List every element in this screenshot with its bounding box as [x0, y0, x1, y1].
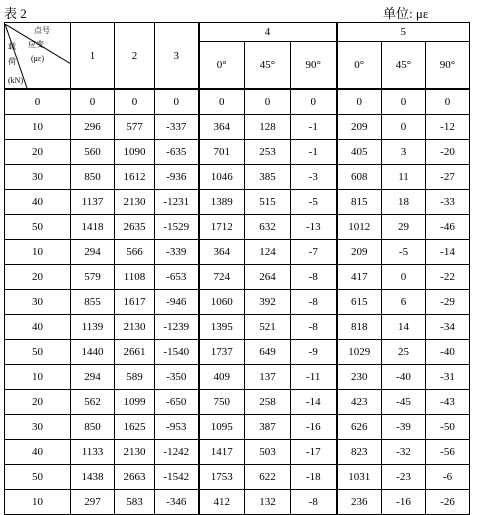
- column-header-1: 1: [71, 23, 115, 90]
- strain-value-cell: 25: [382, 340, 426, 365]
- strain-value-cell: -1239: [155, 315, 199, 340]
- strain-value-cell: -22: [426, 265, 470, 290]
- group4-angle-90: 90°: [291, 42, 337, 90]
- load-cell: 10: [5, 365, 71, 390]
- load-cell: 30: [5, 165, 71, 190]
- strain-value-cell: -34: [426, 315, 470, 340]
- strain-value-cell: 417: [337, 265, 382, 290]
- strain-value-cell: 392: [245, 290, 291, 315]
- strain-value-cell: 1029: [337, 340, 382, 365]
- strain-value-cell: 137: [245, 365, 291, 390]
- strain-value-cell: 1440: [71, 340, 115, 365]
- strain-value-cell: 1031: [337, 465, 382, 490]
- group5-angle-90: 90°: [426, 42, 470, 90]
- strain-value-cell: 3: [382, 140, 426, 165]
- corner-header-cell: [5, 23, 71, 90]
- strain-value-cell: 1090: [115, 140, 155, 165]
- strain-value-cell: 2130: [115, 315, 155, 340]
- strain-value-cell: 364: [199, 115, 245, 140]
- strain-value-cell: 0: [291, 89, 337, 115]
- strain-value-cell: 230: [337, 365, 382, 390]
- table-caption: [0, 0, 498, 22]
- load-cell: 20: [5, 265, 71, 290]
- strain-value-cell: 0: [155, 89, 199, 115]
- table-row: [5, 465, 470, 490]
- corner-load-label-a: 载: [8, 41, 16, 51]
- corner-load-unit: (kN): [8, 75, 24, 85]
- strain-value-cell: 1060: [199, 290, 245, 315]
- strain-value-cell: 521: [245, 315, 291, 340]
- strain-value-cell: -12: [426, 115, 470, 140]
- strain-value-cell: 823: [337, 440, 382, 465]
- strain-value-cell: -18: [291, 465, 337, 490]
- strain-value-cell: 815: [337, 190, 382, 215]
- strain-value-cell: -40: [426, 340, 470, 365]
- strain-value-cell: 750: [199, 390, 245, 415]
- table-row: [5, 215, 470, 240]
- strain-value-cell: -16: [291, 415, 337, 440]
- strain-value-cell: -8: [291, 265, 337, 290]
- strain-value-cell: -40: [382, 365, 426, 390]
- load-cell: 40: [5, 190, 71, 215]
- table-row: [5, 265, 470, 290]
- strain-value-cell: -46: [426, 215, 470, 240]
- strain-value-cell: -1540: [155, 340, 199, 365]
- strain-value-cell: -45: [382, 390, 426, 415]
- strain-value-cell: 608: [337, 165, 382, 190]
- strain-value-cell: 1012: [337, 215, 382, 240]
- strain-value-cell: 1046: [199, 165, 245, 190]
- load-cell: 0: [5, 89, 71, 115]
- strain-value-cell: 297: [71, 490, 115, 515]
- strain-value-cell: -14: [426, 240, 470, 265]
- strain-value-cell: 649: [245, 340, 291, 365]
- table-number-label: 表 2: [4, 6, 27, 21]
- strain-value-cell: 850: [71, 415, 115, 440]
- strain-value-cell: 236: [337, 490, 382, 515]
- table-row: [5, 115, 470, 140]
- strain-value-cell: 209: [337, 240, 382, 265]
- strain-value-cell: -936: [155, 165, 199, 190]
- strain-value-cell: -5: [382, 240, 426, 265]
- strain-value-cell: -1: [291, 140, 337, 165]
- strain-value-cell: 579: [71, 265, 115, 290]
- load-cell: 10: [5, 115, 71, 140]
- strain-value-cell: 724: [199, 265, 245, 290]
- load-cell: 30: [5, 290, 71, 315]
- strain-value-cell: -14: [291, 390, 337, 415]
- strain-value-cell: 1617: [115, 290, 155, 315]
- table-row: [5, 315, 470, 340]
- strain-value-cell: 850: [71, 165, 115, 190]
- strain-value-cell: -635: [155, 140, 199, 165]
- strain-value-cell: 626: [337, 415, 382, 440]
- strain-data-table: [4, 22, 470, 515]
- table-row: [5, 240, 470, 265]
- strain-value-cell: -50: [426, 415, 470, 440]
- corner-strain-unit: (με): [31, 53, 44, 63]
- strain-value-cell: -33: [426, 190, 470, 215]
- load-cell: 50: [5, 215, 71, 240]
- table-row: [5, 415, 470, 440]
- table-row: [5, 490, 470, 515]
- strain-value-cell: -17: [291, 440, 337, 465]
- strain-value-cell: 124: [245, 240, 291, 265]
- strain-value-cell: 409: [199, 365, 245, 390]
- strain-value-cell: 1389: [199, 190, 245, 215]
- strain-value-cell: 2130: [115, 190, 155, 215]
- group5-angle-0: 0°: [337, 42, 382, 90]
- strain-value-cell: 701: [199, 140, 245, 165]
- strain-value-cell: 294: [71, 365, 115, 390]
- strain-value-cell: -8: [291, 290, 337, 315]
- table-row: [5, 390, 470, 415]
- strain-value-cell: 209: [337, 115, 382, 140]
- strain-value-cell: 253: [245, 140, 291, 165]
- strain-value-cell: 577: [115, 115, 155, 140]
- strain-value-cell: 503: [245, 440, 291, 465]
- strain-value-cell: 855: [71, 290, 115, 315]
- strain-value-cell: -9: [291, 340, 337, 365]
- corner-strain-label: 应变: [28, 39, 44, 49]
- strain-value-cell: 1137: [71, 190, 115, 215]
- table-row: [5, 89, 470, 115]
- strain-value-cell: 589: [115, 365, 155, 390]
- table-row: [5, 440, 470, 465]
- strain-value-cell: 0: [382, 265, 426, 290]
- strain-value-cell: -1529: [155, 215, 199, 240]
- strain-value-cell: 1418: [71, 215, 115, 240]
- strain-value-cell: 0: [115, 89, 155, 115]
- strain-value-cell: 1737: [199, 340, 245, 365]
- strain-value-cell: 387: [245, 415, 291, 440]
- strain-value-cell: 583: [115, 490, 155, 515]
- strain-value-cell: 385: [245, 165, 291, 190]
- strain-value-cell: -1: [291, 115, 337, 140]
- strain-value-cell: 0: [199, 89, 245, 115]
- strain-value-cell: -31: [426, 365, 470, 390]
- strain-value-cell: 560: [71, 140, 115, 165]
- load-cell: 40: [5, 315, 71, 340]
- strain-value-cell: -337: [155, 115, 199, 140]
- strain-value-cell: 515: [245, 190, 291, 215]
- strain-value-cell: 1099: [115, 390, 155, 415]
- strain-value-cell: -3: [291, 165, 337, 190]
- strain-value-cell: 423: [337, 390, 382, 415]
- load-cell: 50: [5, 465, 71, 490]
- strain-value-cell: -350: [155, 365, 199, 390]
- strain-value-cell: -20: [426, 140, 470, 165]
- strain-value-cell: 566: [115, 240, 155, 265]
- group-header-5: 5: [337, 23, 470, 42]
- strain-value-cell: 264: [245, 265, 291, 290]
- strain-value-cell: 11: [382, 165, 426, 190]
- table-row: [5, 340, 470, 365]
- group5-angle-45: 45°: [382, 42, 426, 90]
- strain-value-cell: 1712: [199, 215, 245, 240]
- strain-value-cell: 0: [71, 89, 115, 115]
- strain-value-cell: -7: [291, 240, 337, 265]
- strain-value-cell: -953: [155, 415, 199, 440]
- strain-value-cell: 132: [245, 490, 291, 515]
- strain-value-cell: 258: [245, 390, 291, 415]
- strain-value-cell: -13: [291, 215, 337, 240]
- table-row: [5, 365, 470, 390]
- strain-value-cell: 0: [426, 89, 470, 115]
- column-header-3: 3: [155, 23, 199, 90]
- strain-value-cell: 18: [382, 190, 426, 215]
- strain-value-cell: 1395: [199, 315, 245, 340]
- strain-value-cell: -1242: [155, 440, 199, 465]
- load-cell: 10: [5, 240, 71, 265]
- corner-point-label: 点号: [34, 25, 50, 35]
- load-cell: 40: [5, 440, 71, 465]
- strain-value-cell: 0: [337, 89, 382, 115]
- strain-value-cell: -39: [382, 415, 426, 440]
- strain-value-cell: -6: [426, 465, 470, 490]
- strain-value-cell: 615: [337, 290, 382, 315]
- load-cell: 30: [5, 415, 71, 440]
- strain-value-cell: 1625: [115, 415, 155, 440]
- table-row: [5, 290, 470, 315]
- table-row: [5, 140, 470, 165]
- strain-value-cell: -346: [155, 490, 199, 515]
- strain-value-cell: 1139: [71, 315, 115, 340]
- strain-value-cell: -1542: [155, 465, 199, 490]
- unit-label: 单位: με: [383, 6, 429, 21]
- strain-value-cell: 294: [71, 240, 115, 265]
- strain-value-cell: -27: [426, 165, 470, 190]
- strain-value-cell: -8: [291, 315, 337, 340]
- strain-value-cell: 1612: [115, 165, 155, 190]
- strain-value-cell: -16: [382, 490, 426, 515]
- strain-value-cell: -43: [426, 390, 470, 415]
- group4-angle-0: 0°: [199, 42, 245, 90]
- group-header-4: 4: [199, 23, 337, 42]
- strain-value-cell: 2635: [115, 215, 155, 240]
- strain-value-cell: -56: [426, 440, 470, 465]
- strain-value-cell: 562: [71, 390, 115, 415]
- load-cell: 10: [5, 490, 71, 515]
- strain-value-cell: 14: [382, 315, 426, 340]
- strain-value-cell: 2130: [115, 440, 155, 465]
- strain-value-cell: 0: [382, 115, 426, 140]
- strain-value-cell: 6: [382, 290, 426, 315]
- strain-value-cell: 622: [245, 465, 291, 490]
- strain-value-cell: -11: [291, 365, 337, 390]
- table-body: [5, 89, 470, 515]
- strain-value-cell: 1095: [199, 415, 245, 440]
- strain-value-cell: 2663: [115, 465, 155, 490]
- load-cell: 20: [5, 390, 71, 415]
- strain-value-cell: 412: [199, 490, 245, 515]
- strain-value-cell: 632: [245, 215, 291, 240]
- strain-value-cell: -32: [382, 440, 426, 465]
- strain-value-cell: 1417: [199, 440, 245, 465]
- group4-angle-45: 45°: [245, 42, 291, 90]
- strain-value-cell: 0: [245, 89, 291, 115]
- strain-value-cell: -946: [155, 290, 199, 315]
- table-row: [5, 165, 470, 190]
- strain-value-cell: 29: [382, 215, 426, 240]
- column-header-2: 2: [115, 23, 155, 90]
- strain-value-cell: 2661: [115, 340, 155, 365]
- load-cell: 20: [5, 140, 71, 165]
- strain-value-cell: 818: [337, 315, 382, 340]
- strain-value-cell: -1231: [155, 190, 199, 215]
- strain-value-cell: -26: [426, 490, 470, 515]
- strain-value-cell: -339: [155, 240, 199, 265]
- strain-value-cell: 364: [199, 240, 245, 265]
- strain-value-cell: 1438: [71, 465, 115, 490]
- corner-load-label-b: 荷: [8, 56, 16, 66]
- strain-value-cell: -653: [155, 265, 199, 290]
- strain-value-cell: -29: [426, 290, 470, 315]
- strain-value-cell: 1133: [71, 440, 115, 465]
- strain-value-cell: 1753: [199, 465, 245, 490]
- strain-value-cell: 128: [245, 115, 291, 140]
- strain-value-cell: -8: [291, 490, 337, 515]
- strain-value-cell: -650: [155, 390, 199, 415]
- strain-value-cell: 296: [71, 115, 115, 140]
- strain-value-cell: 405: [337, 140, 382, 165]
- strain-value-cell: -5: [291, 190, 337, 215]
- strain-value-cell: 0: [382, 89, 426, 115]
- strain-value-cell: 1108: [115, 265, 155, 290]
- load-cell: 50: [5, 340, 71, 365]
- strain-value-cell: -23: [382, 465, 426, 490]
- table-row: [5, 190, 470, 215]
